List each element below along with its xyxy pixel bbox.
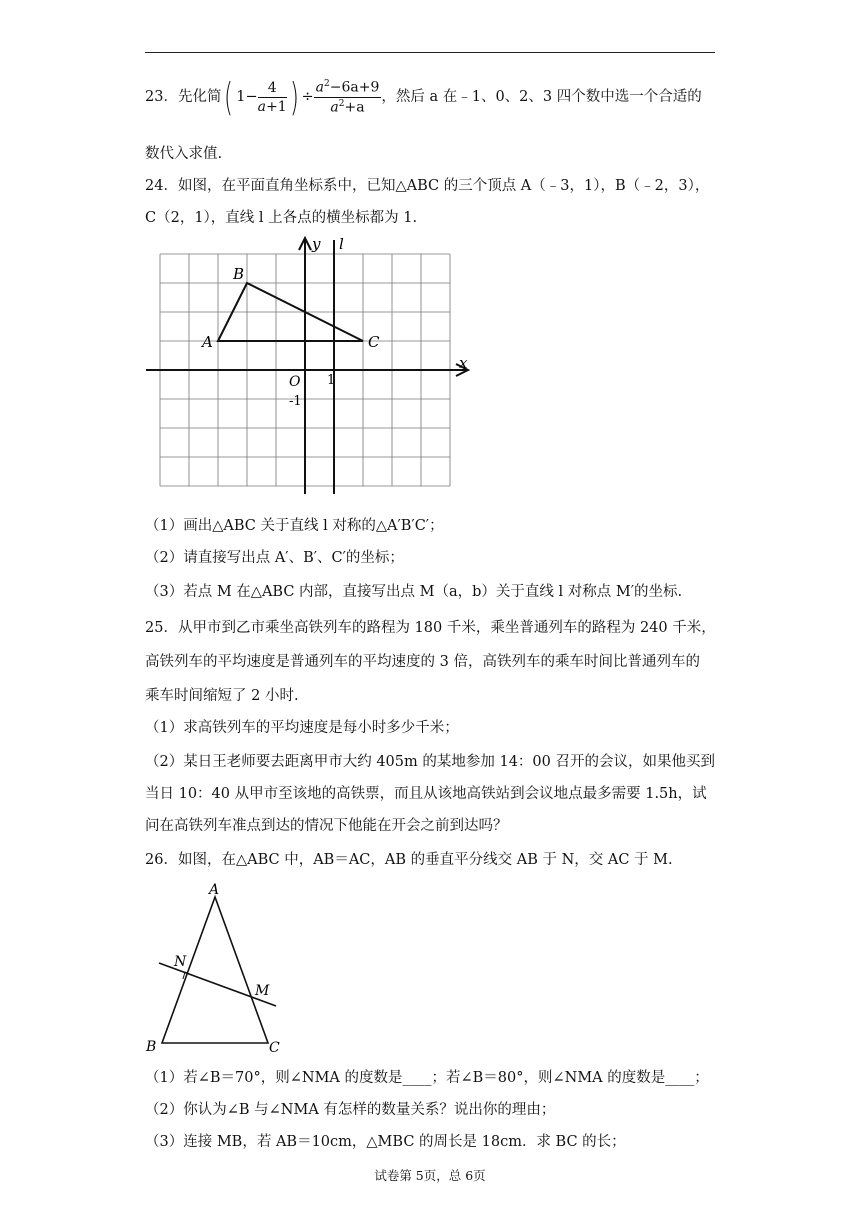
q25-line3: 乘车时间缩短了 2 小时. (145, 688, 299, 704)
q23-tail: ，然后 a 在﹣1、0、2、3 四个数中选一个合适的 (381, 89, 702, 105)
page-footer: 试卷第 5页，总 6页 (374, 1168, 486, 1183)
label-y: y (312, 235, 321, 253)
q26-part1: （1）若∠B＝70°，则∠NMA 的度数是____；若∠B＝80°，则∠NMA 的度数是____； (145, 1070, 709, 1086)
q23-fraction-1: $\frac{4}{a+1}$ (257, 79, 287, 115)
triangle-figure (140, 876, 290, 1056)
label-c-iso: C (269, 1040, 280, 1056)
label-neg1: -1 (289, 394, 302, 409)
label-b: B (233, 265, 245, 283)
coordinate-figure (140, 232, 480, 498)
label-c: C (368, 333, 380, 351)
q24-line2: C（2，1），直线 l 上各点的横坐标都为 1. (145, 210, 418, 226)
label-n: N (174, 954, 187, 970)
label-a-iso: A (209, 882, 220, 898)
q25-line2: 高铁列车的平均速度是普通列车的平均速度的 3 倍，高铁列车的乘车时间比普通列车的 (145, 654, 700, 670)
q24-part3: （3）若点 M 在△ABC 内部，直接写出点 M（a，b）关于直线 l 对称点 M′的坐标. (145, 584, 683, 600)
q24-part1: （1）画出△ABC 关于直线 l 对称的△A′B′C′； (145, 518, 444, 534)
q23-line2: 数代入求值. (145, 146, 223, 162)
q25-part2a: （2）某日王老师要去距离甲市大约 405m 的某地参加 14：00 召开的会议，如果他买到 (145, 754, 715, 770)
label-x: x (459, 354, 468, 372)
header-rule (145, 52, 715, 53)
label-m: M (255, 983, 270, 999)
label-b-iso: B (146, 1039, 157, 1055)
q24-line1: 24．如图，在平面直角坐标系中，已知△ABC 的三个顶点 A（﹣3，1），B（﹣2，3）， (145, 178, 710, 194)
label-1: 1 (327, 373, 336, 388)
q23-divide: ÷ (301, 89, 314, 105)
label-a: A (202, 333, 213, 351)
q25-part2b: 当日 10：40 从甲市至该地的高铁票，而且从该地高铁站到会议地点最多需要 1.5h，试 (145, 786, 707, 802)
q23-fraction-2: $\frac{a^2-6a+9}{a^2+a}$ (315, 78, 380, 116)
q26-part2: （2）你认为∠B 与∠NMA 有怎样的数量关系？说出你的理由； (145, 1102, 556, 1118)
q24-part2: （2）请直接写出点 A′、B′、C′的坐标； (145, 550, 404, 566)
q25-line1: 25．从甲市到乙市乘坐高铁列车的路程为 180 千米，乘坐普通列车的路程为 240 千米， (145, 620, 716, 636)
q25-part1: （1）求高铁列车的平均速度是每小时多少千米； (145, 720, 459, 736)
q26-part3: （3）连接 MB，若 AB＝10cm，△MBC 的周长是 18cm．求 BC 的长； (145, 1134, 626, 1150)
question-23: 23．先化简( 1− $\frac{4}{a+1}$ ) ÷ $\frac{a^2-6a+9}{a^2+a}$ ，然后 a 在﹣1、0、2、3 四个数中选一个合适的 (145, 75, 702, 119)
q23-number: 23．先化简 (145, 89, 222, 105)
label-l: l (339, 235, 344, 253)
q23-one-minus: 1− (236, 89, 258, 105)
q26-line1: 26．如图，在△ABC 中，AB＝AC，AB 的垂直平分线交 AB 于 N，交 AC 于 M. (145, 852, 673, 868)
label-o: O (289, 374, 301, 390)
right-angle-mark (183, 972, 192, 979)
q25-part2c: 问在高铁列车准点到达的情况下他能在开会之前到达吗？ (145, 818, 508, 834)
